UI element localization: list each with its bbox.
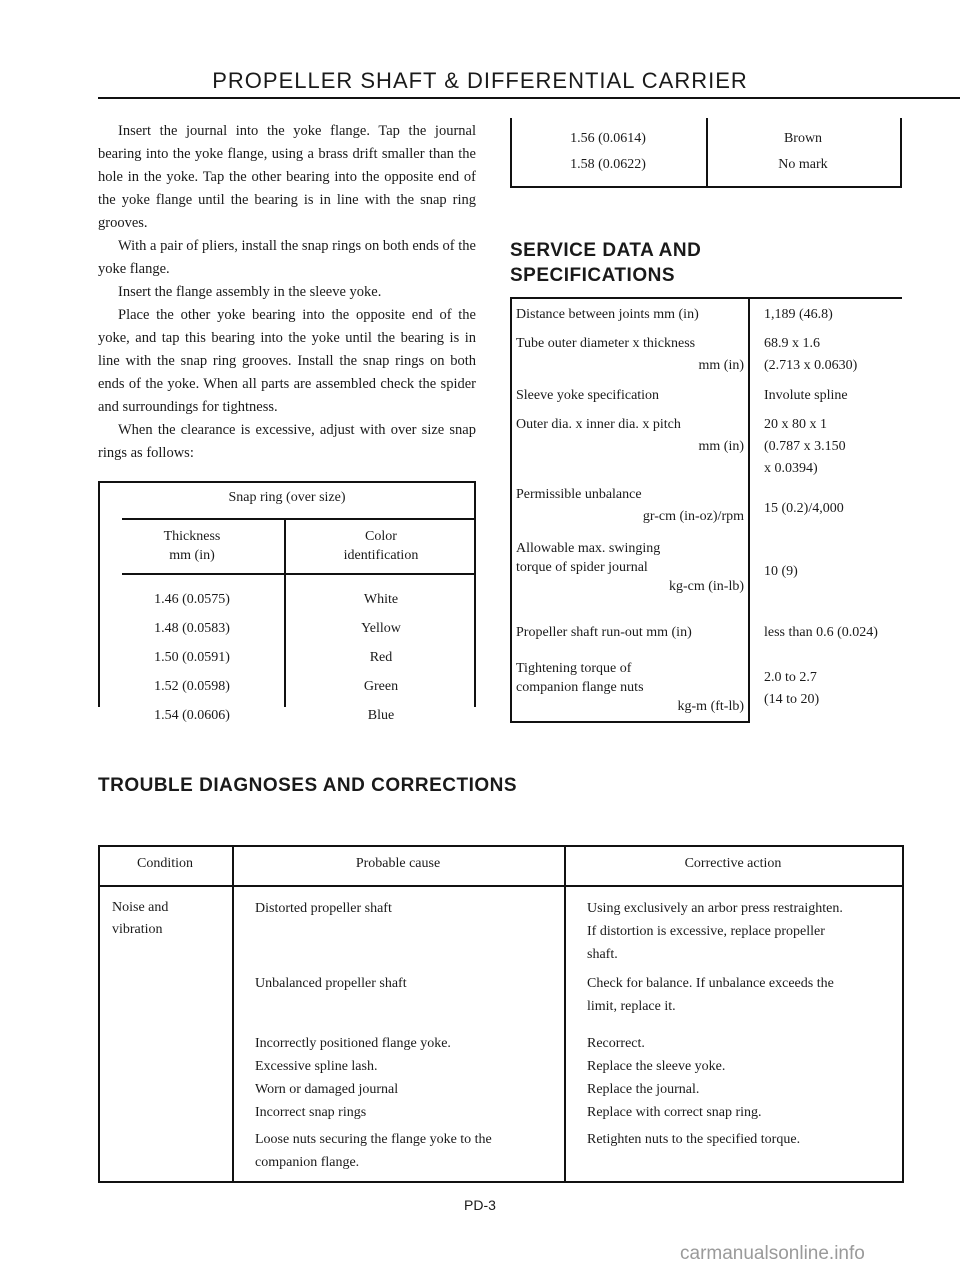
service-label: Permissible unbalance gr-cm (in-oz)/rpm [516,487,744,524]
table-cell: No mark [778,157,828,172]
table-row: Unbalanced propeller shaft [255,976,407,991]
thickness-column [510,126,706,178]
cause-header: Probable cause [355,856,441,871]
watermark: carmanualsonline.info [680,1243,865,1264]
table-row: Incorrect snap rings [255,1105,367,1120]
service-value: less than 0.6 (0.024) [764,625,878,640]
action-header: Corrective action [684,856,782,871]
service-value: 2.0 to 2.7 (14 to 20) [764,670,820,707]
service-value: 10 (9) [764,564,798,579]
trouble-table [98,845,904,1183]
service-label: Tube outer diameter x thickness mm (in) [516,336,744,373]
table-cell: White [363,592,399,607]
service-label: Sleeve yoke specification [516,388,660,403]
snap-ring-table-title: Snap ring (over size) [228,490,346,505]
condition-header: Condition [136,856,193,871]
service-value: Involute spline [764,388,848,403]
table-cell: 1.52 (0.0598) [154,679,230,694]
snap-ring-table [98,481,476,723]
intro-paragraph: Place the other yoke bearing into the opposite end of the yoke, and tap this bearing into the yoke until the bearing is in line with the snap ring grooves. Install the snap rings on both ends of the yoke. When all parts are assembled check the spider and surroundings for tightness. [98,307,476,415]
service-labels [516,304,744,719]
snap-ring-table-continued [510,118,902,188]
service-label: Distance between joints mm (in) [516,307,699,322]
table-cell: 1.56 (0.0614) [570,131,646,146]
service-value: 1,189 (46.8) [764,307,833,322]
color-column [706,126,900,178]
service-label: Outer dia. x inner dia. x pitch mm (in) [516,417,744,454]
cause-column [255,897,555,1174]
table-cell: 1.50 (0.0591) [154,650,230,665]
thickness-column [98,585,286,730]
table-cell: Brown [783,131,823,146]
service-value: 68.9 x 1.6 (2.713 x 0.0630) [764,336,858,373]
table-row: Excessive spline lash. [255,1059,378,1074]
table-cell: 1.46 (0.0575) [154,592,230,607]
intro-paragraph: With a pair of pliers, install the snap rings on both ends of the yoke flange. [98,238,476,277]
service-value: 15 (0.2)/4,000 [764,501,844,516]
table-cell: Red [369,650,393,665]
table-row: Replace the journal. [587,1082,700,1097]
table-cell: 1.54 (0.0606) [154,708,230,723]
table-row: Check for balance. If unbalance exceeds the limit, replace it. [587,976,834,1014]
color-column [286,585,476,730]
service-label: Allowable max. swinging torque of spider journal kg-cm (in-lb) [516,541,744,594]
trouble-heading: TROUBLE DIAGNOSES AND CORRECTIONS [98,775,518,796]
table-cell: Blue [367,708,395,723]
table-row: Replace the sleeve yoke. [587,1059,726,1074]
service-data-heading: SERVICE DATA AND SPECIFICATIONS [510,240,702,286]
action-column [587,897,897,1151]
intro-paragraph: When the clearance is excessive, adjust with over size snap rings as follows: [98,422,476,461]
table-row: Using exclusively an arbor press restraighten. If distortion is excessive, replace propeller shaft. [587,901,843,962]
service-value: 20 x 80 x 1 (0.787 x 3.150 x 0.0394) [764,417,846,476]
service-label: Propeller shaft run-out mm (in) [516,625,692,640]
table-row: Worn or damaged journal [255,1082,399,1097]
table-row: Incorrectly positioned flange yoke. [255,1036,451,1051]
condition-cell: Noise and vibration [112,900,169,937]
intro-paragraph: Insert the flange assembly in the sleeve yoke. [118,284,382,300]
table-row: Replace with correct snap ring. [587,1105,762,1120]
table-row: Recorrect. [587,1036,645,1051]
service-data-table [510,297,902,723]
table-row: Loose nuts securing the flange yoke to the companion flange. [255,1132,492,1170]
table-row: Retighten nuts to the specified torque. [587,1132,801,1147]
table-row: Distorted propeller shaft [255,901,392,916]
header-rule [98,97,960,99]
color-header: Color identification [343,529,419,563]
thickness-header: Thickness mm (in) [163,529,221,563]
service-values [764,304,924,719]
intro-text [98,120,476,465]
table-cell: 1.58 (0.0622) [570,157,646,172]
page-title: PROPELLER SHAFT & DIFFERENTIAL CARRIER [212,68,748,93]
page-number: PD-3 [464,1197,496,1213]
table-cell: 1.48 (0.0583) [154,621,230,636]
intro-paragraph: Insert the journal into the yoke flange. Tap the journal bearing into the yoke flange, using a brass drift smaller than the hole in the yoke. Tap the other bearing into the opposite end of the yoke flange until the bearing is in line with the snap ring grooves. [98,123,476,231]
service-label: Tightening torque of companion flange nuts kg-m (ft-lb) [516,661,744,714]
table-cell: Yellow [361,621,401,636]
table-cell: Green [363,679,399,694]
